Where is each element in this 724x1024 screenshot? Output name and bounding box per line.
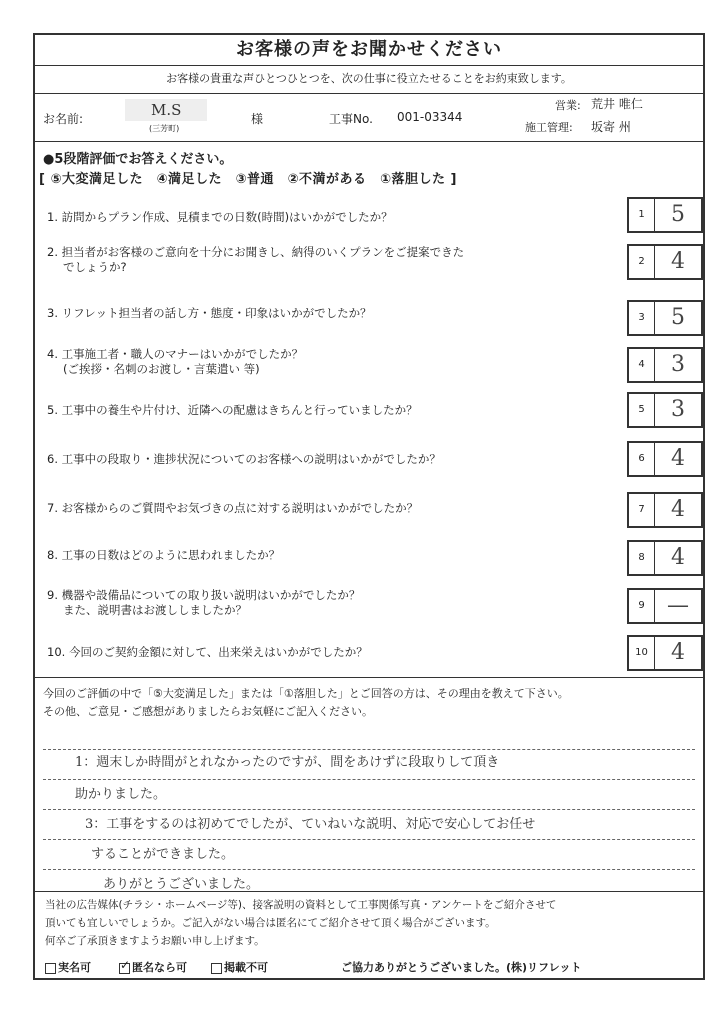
question-10: 10. 今回のご契約金額に対して、出来栄えはいかがでしたか？ xyxy=(47,645,368,659)
answer-box-6: 6 4 xyxy=(627,441,703,477)
question-1: 1. 訪問からプラン作成、見積までの日数(時間)はいかがでしたか？ xyxy=(47,210,393,224)
footer-divider xyxy=(35,891,703,892)
comment-prompt-1: 今回のご評価の中で「⑤大変満足した」または「①落胆した」とご回答の方は、その理由を教えて下さい。 xyxy=(43,687,569,700)
answer-6: 4 xyxy=(671,446,685,471)
option-no-publish[interactable]: 掲載不可 xyxy=(211,959,268,975)
answer-3: 5 xyxy=(671,305,685,330)
customer-name: M.S xyxy=(125,99,207,121)
question-9: 9. 機器や設備品についての取り扱い説明はいかがでしたか？ また、説明書はお渡ししましたか？ xyxy=(47,588,361,617)
comment-line-2: 助かりました。 xyxy=(75,787,167,802)
survey-form xyxy=(33,33,705,980)
question-7: 7. お客様からのご質問やお気づきの点に対する説明はいかがでしたか？ xyxy=(47,501,419,515)
job-no-label: 工事No. xyxy=(329,112,373,126)
answer-7: 4 xyxy=(671,497,685,522)
answer-box-9: 9 — xyxy=(627,588,703,624)
answer-5: 3 xyxy=(671,397,685,422)
question-6: 6. 工事中の段取り・進捗状況についてのお客様への説明はいかがでしたか？ xyxy=(47,452,441,466)
form-subtitle: お客様の貴重な声ひとつひとつを、次の仕事に役立たせることをお約束致します。 xyxy=(35,65,703,94)
answer-box-5: 5 3 xyxy=(627,392,703,428)
comment-line-5: ありがとうございました。 xyxy=(103,877,260,892)
sales-name: 荒井 唯仁 xyxy=(591,97,643,111)
question-5: 5. 工事中の養生や片付け、近隣への配慮はきちんと行っていましたか？ xyxy=(47,403,418,417)
job-no: 001-03344 xyxy=(397,110,463,124)
customer-area: (三芳町) xyxy=(149,124,180,133)
comment-line-3: 3：工事をするのは初めてでしたが、ていねいな説明、対応で安心してお任せ xyxy=(85,817,536,832)
footer-notice-1: 当社の広告媒体(チラシ・ホームページ等)、接客説明の資料として工事関係写真・アンケートをご紹介させて xyxy=(45,899,557,911)
question-8: 8. 工事の日数はどのように思われましたか？ xyxy=(47,548,281,562)
rating-instruction: ●5段階評価でお答えください。 xyxy=(43,152,233,167)
section-divider xyxy=(35,677,703,678)
form-title: お客様の声をお聞かせください xyxy=(35,35,703,66)
answer-box-8: 8 4 xyxy=(627,540,703,576)
rating-scale: [ ⑤大変満足した ④満足した ③普通 ②不満がある ①落胆した ] xyxy=(39,172,457,187)
checkbox-real-name[interactable] xyxy=(45,963,56,974)
checkbox-no-publish[interactable] xyxy=(211,963,222,974)
answer-4: 3 xyxy=(671,352,685,377)
answer-9: — xyxy=(667,593,689,618)
answer-box-10: 10 4 xyxy=(627,635,703,671)
answer-box-3: 3 5 xyxy=(627,300,703,336)
answer-box-2: 2 4 xyxy=(627,244,703,280)
checkbox-anonymous[interactable] xyxy=(119,957,131,974)
footer-notice-3: 何卒ご了承頂きますようお願い申し上げます。 xyxy=(45,935,265,947)
question-2: 2. 担当者がお客様のご意向を十分にお聞きし、納得のいくプランをご提案できた でしょうか? xyxy=(47,245,465,274)
honorific: 様 xyxy=(251,112,264,126)
customer-info-row xyxy=(35,93,703,142)
option-real-name[interactable]: 実名可 xyxy=(45,959,91,975)
check-mark-icon: ✓ xyxy=(120,957,131,972)
option-anonymous[interactable]: ✓ 匿名なら可 xyxy=(120,957,187,974)
answer-10: 4 xyxy=(671,640,685,665)
answer-box-1: 1 5 xyxy=(627,197,703,233)
question-3: 3. リフレット担当者の話し方・態度・印象はいかがでしたか？ xyxy=(47,306,372,320)
answer-8: 4 xyxy=(671,545,685,570)
answer-box-4: 4 3 xyxy=(627,347,703,383)
site-manager-name: 坂寄 州 xyxy=(591,120,631,134)
answer-box-7: 7 4 xyxy=(627,492,703,528)
customer-name-field xyxy=(125,99,207,121)
comment-prompt-2: その他、ご意見・ご感想がありましたらお気軽にご記入ください。 xyxy=(43,705,373,718)
question-4: 4. 工事施工者・職人のマナーはいかがでしたか？ (ご挨拶・名刺のお渡し・言葉遣い 等) xyxy=(47,347,304,376)
footer-notice-2: 頂いても宜しいでしょうか。ご記入がない場合は匿名にてご紹介させて頂く場合がございます。 xyxy=(45,917,496,929)
sales-label: 営業: xyxy=(555,99,581,112)
thanks-message: ご協力ありがとうございました。(株)リフレット xyxy=(341,961,582,974)
comment-line-4: することができました。 xyxy=(91,847,235,862)
comment-line-1: 1：週末しか時間がとれなかったのですが、間をあけずに段取りして頂き xyxy=(75,755,500,770)
name-label: お名前: xyxy=(43,112,84,126)
answer-1: 5 xyxy=(671,202,685,227)
answer-2: 4 xyxy=(671,249,685,274)
site-manager-label: 施工管理: xyxy=(525,121,573,134)
